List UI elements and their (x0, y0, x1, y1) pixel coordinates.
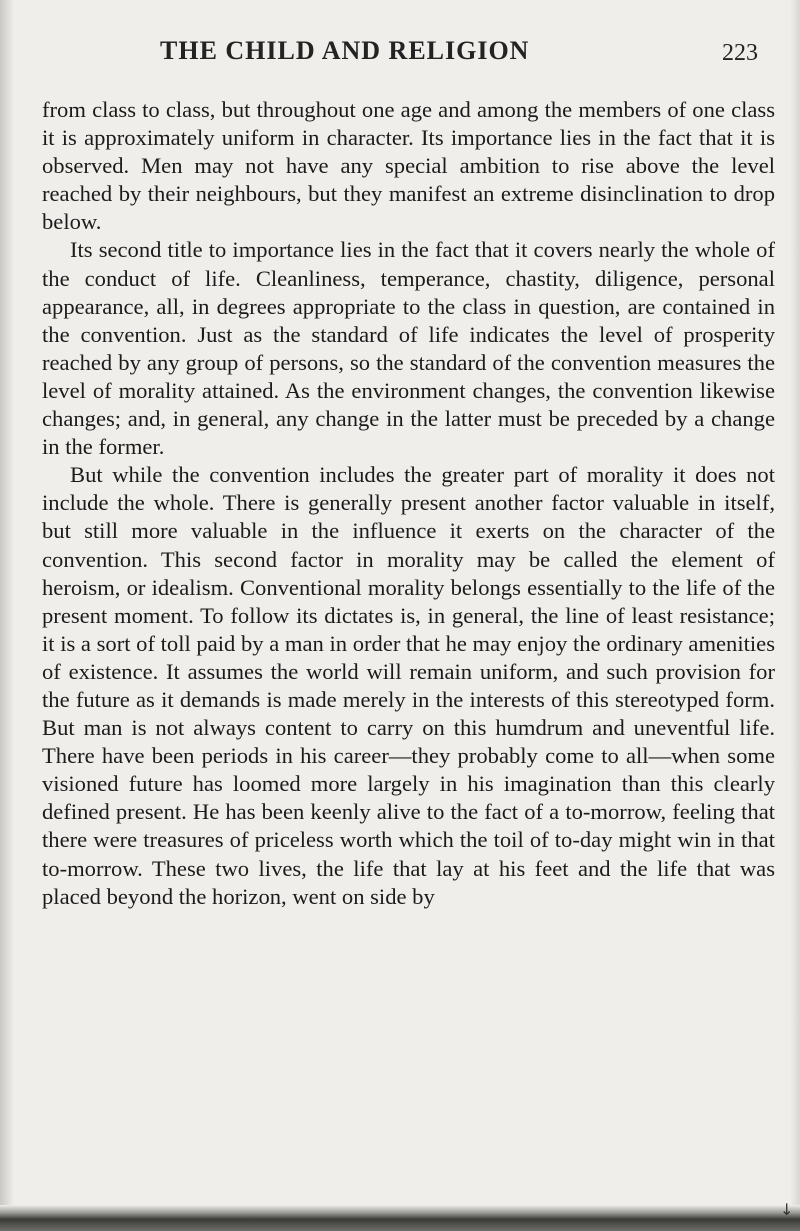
scan-bottom-edge (0, 1205, 800, 1231)
running-title: THE CHILD AND RELIGION (160, 36, 530, 65)
body-text (42, 96, 775, 911)
page-edge (790, 0, 800, 1231)
page-number: 223 (722, 40, 758, 66)
gutter-shadow (0, 0, 14, 1231)
paragraph-1: from class to class, but throughout one age and among the members of one class it is approximately uniform in character. Its importance lies in the fact that it is observed. Men may not have any special ambition to rise above the level reached by their neighbours, but they manifest an extreme disinclination to drop below. (42, 97, 775, 235)
arrow-mark-icon: ↓ (780, 1200, 794, 1219)
paragraph-3: But while the convention includes the greater part of morality it does not include the whole. There is generally present another factor valuable in itself, but still more valuable in the influence it exerts on the character of the convention. This second factor in morality may be called the element of heroism, or idealism. Conventional morality belongs essentially to the life of the present moment. To follow its dictates is, in general, the line of least resistance; it is a sort of toll paid by a man in order that he may enjoy the ordinary amenities of existence. It assumes the world will remain uniform, and such provision for the future as it demands is made merely in the interests of this stereotyped form. But man is not always content to carry on this humdrum and uneventful life. There have been periods in his career—they probably come to all—when some visioned future has loomed more largely in his imagination than this clearly defined present. He has been keenly alive to the fact of a to-morrow, feeling that there were treasures of priceless worth which the toil of to-day might win in that to-morrow. These two lives, the life that lay at his feet and the life that was placed beyond the horizon, went on side by (42, 462, 775, 909)
paragraph-2: Its second title to importance lies in the fact that it covers nearly the whole of the conduct of life. Cleanliness, temperance, chastity, diligence, personal appearance, all, in degrees appropriate to the class in question, are contained in the convention. Just as the standard of life indicates the level of prosperity reached by any group of persons, so the standard of the convention measures the level of morality attained. As the environment changes, the convention likewise changes; and, in general, any change in the latter must be preceded by a change in the former. (42, 237, 775, 460)
running-header (0, 36, 800, 76)
